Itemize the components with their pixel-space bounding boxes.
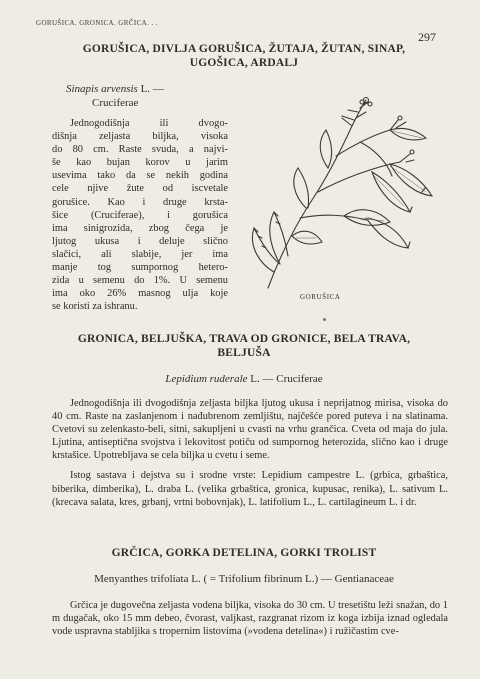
entry1-text-line: ljutog ukusa i deluje slično [52,235,228,247]
entry1-title-line2: UGOŠICA, ARDALJ [189,57,299,69]
entry1-text [52,117,228,313]
entry1-text-line: se koristi za ishranu. [52,301,138,313]
entry1-text-line: Jednogodišnja ili dvogo- [70,118,228,129]
mustard-plant-illustration [240,96,448,292]
entry2-latin-name: Lepidium ruderale [165,373,248,385]
entry1-text-line: šice (Cruciferae), i gorušica [52,209,228,221]
entry3-title: GRČICA, GORKA DETELINA, GORKI TROLIST [111,547,377,559]
running-head: GORUŠICA. GRONICA. GRČICA. . . [36,19,158,27]
entry2-paragraph2: Istog sastava i dejstva su i srodne vrste: Lepidium campestre L. (grbica, grbaštica, biberika, dimberika), L. draba L. (velika grbaštica, gronica, kupusac, renika), L. sativum L. (krecava salata, kres, grbanj, vrtni bobovnjak), L. latifolium L., L. cartilagineum L. i dr. [52,470,448,508]
entry1-latin [66,82,164,96]
entry3-paragraph1: Grčica je dugovečna zeljasta vodena biljka, visoka do 30 cm. U tresetištu leži snažan, do 1 m dugačak, oko 15 mm debeo, čvorast, valjkast, razgranat rizom iz koga izbija iznad ogledala vode uspravna stabljika s tropernim listovima (»vodena detelina«) i ružičastim cve- [52,600,448,638]
entry2-title [40,332,448,360]
entry1-title [40,42,448,70]
entry1-text-line: manje tog sumpornog hetero- [52,262,228,274]
entry1-family: Cruciferae [92,97,139,109]
entry2-latin-rest: L. — Cruciferae [250,373,323,385]
entry1-text-line: še kao bujan korov u jarim [52,157,228,169]
entry3-text [52,599,448,638]
entry2-title-line1: GRONICA, BELJUŠKA, TRAVA OD GRONICE, BELA TRAVA, [77,333,411,345]
entry1-text-line: cele njive žute od iscvetale [52,183,228,195]
entry1-text-line: usevima tako da se nekih godina [52,170,228,182]
entry1-text-line: ima sinigrozida, zbog čega je [52,222,228,234]
entry2-paragraph1: Jednogodišnja ili dvogodišnja zeljasta biljka ljutog ukusa i neprijatnog mirisa, visoka do 40 cm. Raste na zaslanjenom i nađubrenom zemljištu, najčešće pored puteva i na slatinama. Cvetovi su zelenkasto-beli, sitni, sakupljeni u cvasti na vrhu grančica. Cveta od maja do jula. Ljutina, antiseptična svojstva i lekovitost potiču od sumpornog heterozida, slično kao i druge krstašice. Upotrebljava se cela biljka u cvetu i seme. [52,398,448,462]
page-number: 297 [418,30,436,44]
figure-caption: GORUŠICA [300,293,341,301]
entry1-text-line: dišnja zeljasta biljka, visoka [52,131,228,143]
entry1-text-line: zida u semenu do 1%. U semenu [52,275,228,287]
entry2-text [52,397,448,509]
entry2-title-line2: BELJUŠA [217,347,271,359]
decorative-dot [323,318,326,321]
entry3-latin: Menyanthes trifoliata L. ( = Trifolium fibrinum L.) — Gentianaceae [94,573,394,585]
entry1-text-line: do 80 cm. Raste svuda, a najvi- [52,144,228,156]
entry1-latin-name: Sinapis arvensis [66,83,138,95]
entry1-latin-author: L. — [140,83,164,95]
entry1-text-line: slačici, ali slabije, jer ima [52,248,228,260]
entry1-text-line: ima oko 26% masnog ulja koje [52,288,228,300]
entry2-latin [40,372,448,386]
entry1-title-line1: GORUŠICA, DIVLJA GORUŠICA, ŽUTAJA, ŽUTAN, SINAP, [82,43,406,55]
entry1-text-line: gorušice. Kao i druge krsta- [52,196,228,208]
